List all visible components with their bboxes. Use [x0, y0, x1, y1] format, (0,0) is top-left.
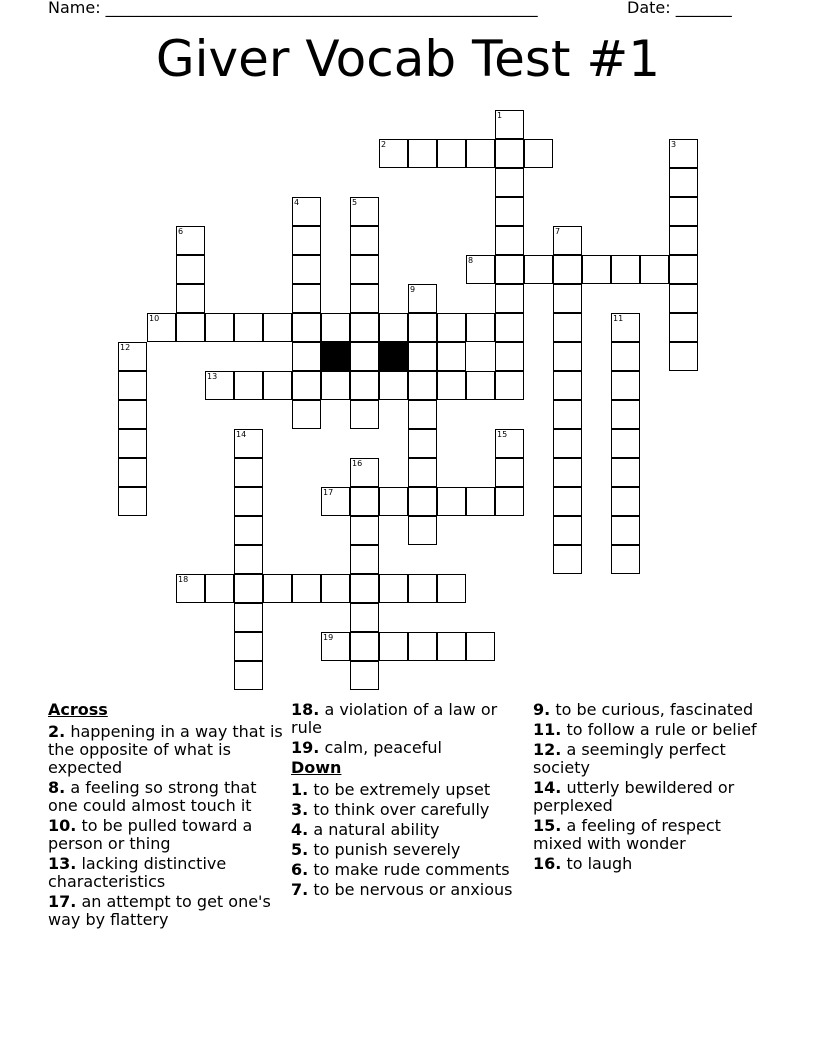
- crossword-cell[interactable]: [669, 313, 698, 342]
- crossword-cell[interactable]: [350, 661, 379, 690]
- crossword-cell[interactable]: [466, 371, 495, 400]
- crossword-cell[interactable]: [350, 284, 379, 313]
- crossword-cell[interactable]: [408, 371, 437, 400]
- crossword-cell[interactable]: [176, 255, 205, 284]
- crossword-cell[interactable]: [118, 458, 147, 487]
- crossword-cell[interactable]: [292, 226, 321, 255]
- crossword-cell[interactable]: [379, 313, 408, 342]
- crossword-cell[interactable]: [495, 197, 524, 226]
- crossword-cell[interactable]: [408, 632, 437, 661]
- crossword-cell[interactable]: [669, 197, 698, 226]
- crossword-cell[interactable]: [495, 458, 524, 487]
- clue-number: 10: [149, 314, 160, 323]
- crossword-cell[interactable]: [408, 458, 437, 487]
- crossword-cell[interactable]: [553, 255, 582, 284]
- clues-column-2: [291, 701, 527, 901]
- crossword-cell[interactable]: [553, 371, 582, 400]
- crossword-cell[interactable]: [350, 371, 379, 400]
- crossword-cell[interactable]: [437, 487, 466, 516]
- clue-number: 18: [178, 575, 189, 584]
- crossword-cell[interactable]: [292, 342, 321, 371]
- clue-down-11: 11. to follow a rule or belief: [533, 720, 757, 739]
- crossword-cell[interactable]: [495, 342, 524, 371]
- clue-down-5: 5. to punish severely: [291, 840, 461, 859]
- clue-down-7: 7. to be nervous or anxious: [291, 880, 513, 899]
- crossword-cell[interactable]: [292, 400, 321, 429]
- clue-number: 1: [497, 111, 503, 120]
- crossword-cell[interactable]: [524, 255, 553, 284]
- crossword-cell[interactable]: [234, 574, 263, 603]
- crossword-cell[interactable]: [466, 313, 495, 342]
- clue-across-13: 13. lacking distinctive characteristics: [48, 854, 227, 891]
- clue-down-9: 9. to be curious, fascinated: [533, 700, 754, 719]
- crossword-cell[interactable]: [350, 516, 379, 545]
- crossword-cell[interactable]: [292, 313, 321, 342]
- crossword-cell[interactable]: [669, 168, 698, 197]
- crossword-cell[interactable]: [582, 255, 611, 284]
- crossword-cell[interactable]: [350, 226, 379, 255]
- crossword-cell[interactable]: [495, 226, 524, 255]
- crossword-cell[interactable]: [611, 545, 640, 574]
- crossword-cell[interactable]: [176, 313, 205, 342]
- crossword-cell[interactable]: [350, 342, 379, 371]
- clue-number: 6: [178, 227, 184, 236]
- crossword-cell[interactable]: [408, 342, 437, 371]
- crossword-cell[interactable]: [234, 458, 263, 487]
- clue-number: 7: [555, 227, 561, 236]
- crossword-cell[interactable]: [205, 574, 234, 603]
- crossword-cell[interactable]: [553, 516, 582, 545]
- crossword-cell[interactable]: [350, 632, 379, 661]
- shaded-square: [379, 342, 408, 371]
- crossword-cell[interactable]: [611, 516, 640, 545]
- crossword-cell[interactable]: [408, 313, 437, 342]
- crossword-cell[interactable]: [495, 487, 524, 516]
- crossword-cell[interactable]: [495, 284, 524, 313]
- clue-number: 19: [323, 633, 334, 642]
- crossword-cell[interactable]: [437, 313, 466, 342]
- clue-down-3: 3. to think over carefully: [291, 800, 490, 819]
- crossword-cell[interactable]: [495, 313, 524, 342]
- clue-down-1: 1. to be extremely upset: [291, 780, 491, 799]
- clue-number: 15: [497, 430, 508, 439]
- crossword-cell[interactable]: [611, 429, 640, 458]
- clue-across-10: 10. to be pulled toward a person or thing: [48, 816, 253, 853]
- crossword-cell[interactable]: [611, 371, 640, 400]
- crossword-cell[interactable]: [350, 400, 379, 429]
- clue-number: 13: [207, 372, 218, 381]
- crossword-cell[interactable]: [263, 574, 292, 603]
- crossword-cell[interactable]: [234, 545, 263, 574]
- crossword-cell[interactable]: [292, 371, 321, 400]
- crossword-cell[interactable]: [669, 284, 698, 313]
- crossword-cell[interactable]: [611, 400, 640, 429]
- clue-down-14: 14. utterly bewildered or perplexed: [533, 778, 735, 815]
- clue-number: 3: [671, 140, 677, 149]
- crossword-cell[interactable]: [408, 516, 437, 545]
- clue-down-15: 15. a feeling of respect mixed with wonder: [533, 816, 721, 853]
- crossword-cell[interactable]: [263, 313, 292, 342]
- clue-number: 5: [352, 198, 358, 207]
- crossword-cell[interactable]: [553, 545, 582, 574]
- crossword-cell[interactable]: [234, 632, 263, 661]
- clue-down-16: 16. to laugh: [533, 854, 633, 873]
- crossword-cell[interactable]: [176, 284, 205, 313]
- clue-across-18: 18. a violation of a law or rule: [291, 700, 498, 737]
- crossword-cell[interactable]: [611, 342, 640, 371]
- crossword-cell[interactable]: [437, 574, 466, 603]
- crossword-cell[interactable]: [466, 487, 495, 516]
- crossword-cell[interactable]: [553, 400, 582, 429]
- crossword-cell[interactable]: [234, 487, 263, 516]
- crossword-cell[interactable]: [466, 632, 495, 661]
- clue-number: 14: [236, 430, 247, 439]
- crossword-cell[interactable]: [437, 139, 466, 168]
- crossword-cell[interactable]: [437, 371, 466, 400]
- page-title: Giver Vocab Test #1: [155, 30, 661, 88]
- crossword-cell[interactable]: [205, 313, 234, 342]
- crossword-cell[interactable]: [234, 661, 263, 690]
- crossword-cell[interactable]: [553, 342, 582, 371]
- clue-down-6: 6. to make rude comments: [291, 860, 510, 879]
- clue-number: 4: [294, 198, 300, 207]
- crossword-cell[interactable]: [118, 429, 147, 458]
- crossword-cell[interactable]: [292, 255, 321, 284]
- crossword-cell[interactable]: [292, 284, 321, 313]
- clue-number: 16: [352, 459, 363, 468]
- crossword-cell[interactable]: [669, 226, 698, 255]
- crossword-cell[interactable]: [350, 313, 379, 342]
- crossword-cell[interactable]: [379, 371, 408, 400]
- crossword-cell[interactable]: [495, 255, 524, 284]
- crossword-cell[interactable]: [118, 487, 147, 516]
- clue-number: 12: [120, 343, 131, 352]
- crossword-cell[interactable]: [350, 487, 379, 516]
- crossword-cell[interactable]: [321, 313, 350, 342]
- crossword-cell[interactable]: [495, 371, 524, 400]
- crossword-cell[interactable]: [408, 139, 437, 168]
- crossword-cell[interactable]: [263, 371, 292, 400]
- crossword-cell[interactable]: [321, 574, 350, 603]
- crossword-cell[interactable]: [350, 545, 379, 574]
- crossword-cell[interactable]: [553, 429, 582, 458]
- clue-number: 17: [323, 488, 334, 497]
- crossword-cell[interactable]: [408, 574, 437, 603]
- crossword-cell[interactable]: [669, 255, 698, 284]
- clue-across-2: 2. happening in a way that is the opposite of what is expected: [48, 722, 283, 777]
- crossword-cell[interactable]: [350, 255, 379, 284]
- clue-number: 8: [468, 256, 474, 265]
- crossword-cell[interactable]: [321, 371, 350, 400]
- crossword-cell[interactable]: [553, 458, 582, 487]
- date-field: Date: _______: [627, 0, 732, 17]
- down-heading: Down: [291, 758, 342, 777]
- clue-number: 9: [410, 285, 416, 294]
- crossword-cell[interactable]: [611, 255, 640, 284]
- crossword-cell[interactable]: [495, 168, 524, 197]
- crossword-cell[interactable]: [118, 400, 147, 429]
- clues-column-3: [533, 701, 769, 875]
- crossword-cell[interactable]: [118, 371, 147, 400]
- crossword-cell[interactable]: [640, 255, 669, 284]
- clue-down-4: 4. a natural ability: [291, 820, 440, 839]
- crossword-cell[interactable]: [350, 603, 379, 632]
- clues-column-1: [48, 701, 284, 931]
- clue-across-8: 8. a feeling so strong that one could almost touch it: [48, 778, 257, 815]
- crossword-cell[interactable]: [234, 603, 263, 632]
- clue-across-17: 17. an attempt to get one's way by flattery: [48, 892, 271, 929]
- crossword-cell[interactable]: [466, 139, 495, 168]
- crossword-cell[interactable]: [350, 574, 379, 603]
- crossword-cell[interactable]: [553, 487, 582, 516]
- crossword-cell[interactable]: [437, 342, 466, 371]
- clue-number: 2: [381, 140, 387, 149]
- crossword-cell[interactable]: [408, 487, 437, 516]
- name-field: Name: ______________________________________________________: [48, 0, 538, 17]
- crossword-cell[interactable]: [234, 313, 263, 342]
- across-heading: Across: [48, 700, 108, 719]
- crossword-cell[interactable]: [408, 400, 437, 429]
- clue-down-12: 12. a seemingly perfect society: [533, 740, 726, 777]
- crossword-cell[interactable]: [379, 574, 408, 603]
- crossword-cell[interactable]: [234, 516, 263, 545]
- clue-across-19: 19. calm, peaceful: [291, 738, 442, 757]
- clue-number: 11: [613, 314, 624, 323]
- crossword-cell[interactable]: [553, 284, 582, 313]
- crossword-cell[interactable]: [611, 487, 640, 516]
- shaded-square: [321, 342, 350, 371]
- crossword-cell[interactable]: [379, 487, 408, 516]
- crossword-cell[interactable]: [669, 342, 698, 371]
- crossword-cell[interactable]: [234, 371, 263, 400]
- crossword-cell[interactable]: [495, 139, 524, 168]
- crossword-cell[interactable]: [437, 632, 466, 661]
- crossword-cell[interactable]: [408, 429, 437, 458]
- crossword-cell[interactable]: [379, 632, 408, 661]
- crossword-cell[interactable]: [553, 313, 582, 342]
- crossword-cell[interactable]: [524, 139, 553, 168]
- crossword-cell[interactable]: [611, 458, 640, 487]
- crossword-cell[interactable]: [292, 574, 321, 603]
